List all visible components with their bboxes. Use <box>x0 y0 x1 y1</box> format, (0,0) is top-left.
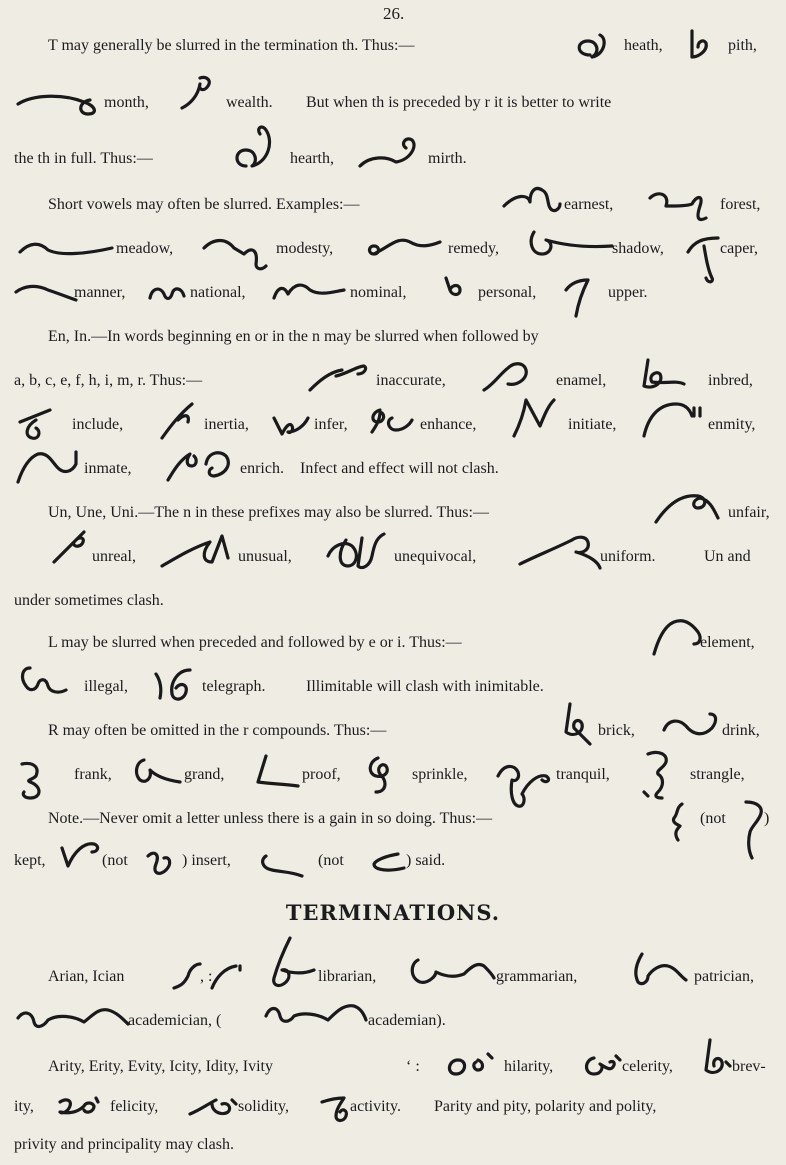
shorthand-enmity <box>640 398 704 440</box>
shorthand-said <box>256 850 308 880</box>
word-inbred: inbred, <box>708 372 753 389</box>
text-line <box>0 624 786 662</box>
rule-text: Arity, Erity, Evity, Icity, Idity, Ivity <box>48 1058 273 1075</box>
word-sprinkle: sprinkle, <box>412 766 468 783</box>
rule-text: Illimitable will clash with inimitable. <box>306 678 544 695</box>
word-brev: brev- <box>732 1058 766 1075</box>
rule-text: the th in full. Thus:— <box>14 150 153 167</box>
text-line <box>0 958 786 996</box>
word-uniform: uniform. <box>600 548 656 565</box>
text-line <box>0 668 786 706</box>
rule-text: But when th is preceded by r it is better to write <box>306 94 612 111</box>
word-strangle: strangle, <box>690 766 745 783</box>
shorthand-infer <box>270 412 314 438</box>
rule-text: Note.—Never omit a letter unless there is a gain in so doing. Thus:— <box>48 810 493 827</box>
shorthand-pith <box>686 29 720 63</box>
shorthand-unreal <box>50 526 90 566</box>
text-line <box>0 406 786 444</box>
shorthand-national <box>146 280 186 304</box>
text-line <box>0 800 786 838</box>
word-inmate: inmate, <box>84 460 132 477</box>
rule-text: a, b, c, e, f, h, i, m, r. Thus:— <box>14 372 203 389</box>
rule-text: privity and principality may clash. <box>14 1136 234 1153</box>
word-forest: forest, <box>720 196 761 213</box>
word-modesty: modesty, <box>276 240 334 257</box>
shorthand-grammarian <box>406 954 498 994</box>
shorthand-personal <box>440 274 468 304</box>
text-line <box>0 842 786 880</box>
shorthand-librarian <box>264 934 320 994</box>
text-line <box>0 84 786 122</box>
separator: , : <box>200 968 213 985</box>
shorthand-brick <box>556 700 598 748</box>
text-line <box>0 756 786 794</box>
word-celerity: celerity, <box>622 1058 673 1075</box>
word-academician: academician, ( <box>128 1012 222 1029</box>
word-insert: ) insert, <box>182 852 231 869</box>
rule-text: Infect and effect will not clash. <box>300 460 499 477</box>
rule-text: L may be slurred when preceded and followed by e or i. Thus:— <box>48 634 462 651</box>
word-national: national, <box>190 284 246 301</box>
word-mirth: mirth. <box>428 150 467 167</box>
shorthand-sprinkle <box>362 754 402 798</box>
shorthand-modesty <box>200 236 274 274</box>
text-line <box>0 186 786 224</box>
word-heath: heath, <box>624 37 663 54</box>
rule-text: Arian, Ician <box>48 968 125 985</box>
word-said: ) said. <box>406 852 446 869</box>
shorthand-forest <box>648 184 712 224</box>
word-infer: infer, <box>314 416 348 433</box>
note-not: (not <box>700 810 726 827</box>
word-academian: academian). <box>368 1012 446 1029</box>
text-line <box>0 538 786 576</box>
shorthand-activity <box>318 1092 354 1124</box>
shorthand-illegal <box>16 664 72 708</box>
shorthand-unusual <box>158 532 238 572</box>
shorthand-unequivocal <box>324 526 390 576</box>
word-ity: ity, <box>14 1098 34 1115</box>
shorthand-inbred <box>634 356 690 396</box>
rule-text: under sometimes clash. <box>14 592 164 609</box>
word-wealth: wealth. <box>226 94 273 111</box>
word-personal: personal, <box>478 284 537 301</box>
shorthand-celerity <box>580 1050 624 1080</box>
shorthand-shadow <box>526 228 616 264</box>
shorthand-heath <box>572 33 616 63</box>
word-manner: manner, <box>74 284 126 301</box>
rule-text: Un and <box>704 548 751 565</box>
shorthand-nominal <box>270 278 346 302</box>
shorthand-unfair <box>652 490 724 526</box>
word-activity: activity. <box>350 1098 401 1115</box>
shorthand-enrich <box>164 446 236 486</box>
shorthand-ician-suffix <box>208 958 246 992</box>
word-brick: brick, <box>598 722 635 739</box>
text-line <box>0 1002 786 1040</box>
word-telegraph: telegraph. <box>202 678 266 695</box>
word-tranquil: tranquil, <box>556 766 610 783</box>
word-meadow: meadow, <box>116 240 174 257</box>
shorthand-remedy <box>364 232 444 262</box>
rule-text: Short vowels may often be slurred. Examples:— <box>48 196 360 213</box>
word-include: include, <box>72 416 124 433</box>
text-line <box>0 140 786 178</box>
shorthand-arian-suffix <box>170 958 202 992</box>
shorthand-academician <box>14 1002 132 1036</box>
word-month: month, <box>104 94 149 111</box>
word-nominal: nominal, <box>350 284 407 301</box>
separator: ‘ : <box>406 1058 420 1075</box>
text-line <box>0 274 786 312</box>
text-line <box>0 27 786 65</box>
word-proof: proof, <box>302 766 341 783</box>
page-number: 26. <box>383 4 405 23</box>
word-shadow: shadow, <box>612 240 664 257</box>
word-enmity: enmity, <box>708 416 756 433</box>
text-line <box>0 1048 786 1086</box>
section-heading: TERMINATIONS. <box>285 900 501 925</box>
word-enamel: enamel, <box>556 372 607 389</box>
shorthand-proof <box>252 752 302 792</box>
word-element: element, <box>700 634 755 651</box>
word-initiate: initiate, <box>568 416 617 433</box>
word-illegal: illegal, <box>84 678 128 695</box>
word-inaccurate: inaccurate, <box>376 372 446 389</box>
word-unfair: unfair, <box>728 504 770 521</box>
word-pith: pith, <box>728 37 757 54</box>
text-line <box>0 1088 786 1126</box>
word-remedy: remedy, <box>448 240 499 257</box>
note-not: (not <box>102 852 128 869</box>
word-librarian: librarian, <box>318 968 377 985</box>
shorthand-inaccurate <box>306 362 370 394</box>
shorthand-telegraph <box>150 666 196 708</box>
shorthand-uniform <box>516 528 604 572</box>
word-kept: kept, <box>14 852 46 869</box>
text-line <box>0 318 786 356</box>
shorthand-strangle <box>638 748 674 802</box>
shorthand-element <box>650 616 706 658</box>
text-line <box>0 582 786 620</box>
text-line <box>0 362 786 400</box>
rule-text: T may generally be slurred in the termination th. Thus:— <box>48 37 415 54</box>
shorthand-felicity <box>56 1092 102 1122</box>
word-enrich: enrich. <box>240 460 284 477</box>
shorthand-kept-note <box>664 800 694 844</box>
shorthand-hearth <box>230 122 286 174</box>
shorthand-drink <box>660 710 722 750</box>
rule-text: En, In.—In words beginning en or in the n may be slurred when followed by <box>48 328 539 345</box>
shorthand-month <box>14 88 98 116</box>
shorthand-manner <box>12 280 76 304</box>
word-hilarity: hilarity, <box>504 1058 554 1075</box>
word-grand: grand, <box>184 766 225 783</box>
shorthand-brevity <box>696 1036 732 1082</box>
shorthand-solidity <box>186 1092 240 1122</box>
word-grammarian: grammarian, <box>496 968 578 985</box>
shorthand-mirth <box>356 136 426 176</box>
shorthand-wealth <box>176 74 220 118</box>
shorthand-include <box>16 408 56 444</box>
shorthand-initiate <box>510 396 560 440</box>
text-line <box>0 494 786 532</box>
word-frank: frank, <box>74 766 112 783</box>
shorthand-frank <box>14 758 54 802</box>
rule-text: Un, Une, Uni.—The n in these prefixes may also be slurred. Thus:— <box>48 504 489 521</box>
shorthand-enhance <box>366 406 416 440</box>
word-unreal: unreal, <box>92 548 136 565</box>
text-line <box>0 712 786 750</box>
word-earnest: earnest, <box>564 196 614 213</box>
shorthand-inmate <box>14 446 84 486</box>
word-solidity: solidity, <box>238 1098 289 1115</box>
text-line <box>0 230 786 268</box>
word-inertia: inertia, <box>204 416 249 433</box>
word-drink: drink, <box>722 722 760 739</box>
shorthand-hilarity <box>442 1048 498 1080</box>
text-line <box>0 450 786 488</box>
word-patrician: patrician, <box>694 968 754 985</box>
shorthand-upper <box>562 276 592 320</box>
shorthand-insert <box>58 838 108 872</box>
note-not: (not <box>318 852 344 869</box>
text-line <box>0 1126 786 1164</box>
word-caper: caper, <box>720 240 758 257</box>
word-unusual: unusual, <box>238 548 292 565</box>
shorthand-academian <box>262 998 368 1036</box>
note-paren: ) <box>764 810 770 827</box>
word-enhance: enhance, <box>420 416 477 433</box>
shorthand-enamel <box>480 360 550 396</box>
word-upper: upper. <box>608 284 648 301</box>
shorthand-patrician <box>628 950 692 992</box>
word-unequivocal: unequivocal, <box>394 548 477 565</box>
shorthand-said-alt <box>364 848 410 876</box>
shorthand-grand <box>130 756 184 786</box>
shorthand-insert-alt <box>142 846 182 880</box>
word-felicity: felicity, <box>110 1098 159 1115</box>
rule-text: R may often be omitted in the r compounds. Thus:— <box>48 722 387 739</box>
shorthand-meadow <box>16 234 116 260</box>
shorthand-inertia <box>158 400 198 442</box>
word-hearth: hearth, <box>290 150 334 167</box>
rule-text: Parity and pity, polarity and polity, <box>434 1098 657 1115</box>
shorthand-earnest <box>500 184 562 218</box>
